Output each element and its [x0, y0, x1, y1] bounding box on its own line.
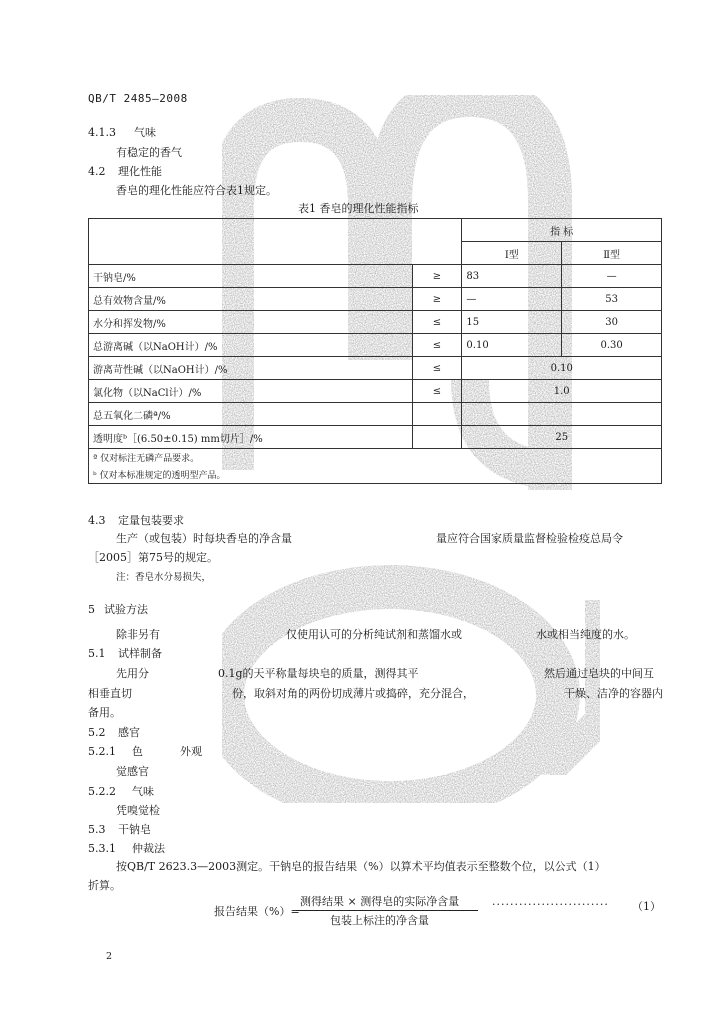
section-5-1-text-4: 相垂直切 — [88, 687, 132, 700]
section-5-1-number: 5.1 — [88, 647, 106, 660]
section-5-2-title: 感官 — [118, 726, 140, 739]
section-5-3-1-number: 5.3.1 — [88, 842, 116, 855]
row-item: 总游离碱（以NaOH计）/% — [89, 334, 413, 357]
row-sign: ≥ — [412, 288, 462, 311]
section-5-title: 试验方法 — [104, 603, 148, 616]
row-value-grade-1: — — [462, 288, 562, 311]
table-row — [89, 288, 662, 311]
section-5-1-text-7: 备用。 — [88, 706, 121, 719]
section-5-1-text-5: 份，取斜对角的两份切成薄片或捣碎，充分混合， — [232, 687, 474, 700]
table-row — [89, 357, 662, 380]
section-4-1-3-title: 气味 — [134, 126, 156, 139]
section-5-2-2-number: 5.2.2 — [88, 785, 116, 798]
col-header-grade-2: Ⅱ型 — [562, 242, 662, 265]
row-sign: ≥ — [412, 265, 462, 288]
section-5-number: 5 — [88, 603, 95, 616]
col-header-grade-1: Ⅰ型 — [462, 242, 562, 265]
row-item: 总五氧化二磷ª/% — [89, 403, 413, 426]
row-sign — [412, 426, 462, 449]
formula-numerator: 测得结果 × 测得皂的实际净含量 — [300, 895, 460, 908]
row-sign: ≤ — [412, 334, 462, 357]
row-sign: ≤ — [412, 357, 462, 380]
row-item: 游离苛性碱（以NaOH计）/% — [89, 357, 413, 380]
table-row — [89, 311, 662, 334]
row-value-merged: 0.10 — [462, 357, 662, 380]
section-4-1-3-text: 有稳定的香气 — [116, 146, 182, 159]
section-4-3-text-2: 量应符合国家质量监督检验检疫总局令 — [436, 532, 623, 545]
section-5-1-text-6: 干燥、洁净的容器内 — [564, 687, 663, 700]
table-note-row — [89, 449, 662, 467]
section-4-2-title: 理化性能 — [118, 165, 162, 178]
row-item: 透明度ᵇ［(6.50±0.15) mm切片］/% — [89, 426, 413, 449]
col-header-index: 指 标 — [462, 219, 662, 242]
row-value-grade-2: 53 — [562, 288, 662, 311]
row-value-grade-1: 83 — [462, 265, 562, 288]
table-row — [89, 380, 662, 403]
row-sign: ≤ — [412, 311, 462, 334]
row-value-merged: 1.0 — [462, 380, 662, 403]
section-4-3-title: 定量包装要求 — [118, 514, 184, 527]
section-5-2-1-title: 色 — [132, 745, 143, 758]
section-5-1-title: 试样制备 — [118, 647, 162, 660]
table-header-row — [89, 219, 662, 242]
standard-number: QB/T 2485—2008 — [88, 92, 188, 105]
row-value-merged: 25 — [462, 426, 662, 449]
table-row — [89, 265, 662, 288]
row-value-grade-2: 0.30 — [562, 334, 662, 357]
formula-number: （1） — [632, 900, 661, 913]
section-5-3-1-text-2: 折算。 — [88, 879, 121, 892]
table-caption: 表1 香皂的理化性能指标 — [298, 202, 419, 215]
table-row — [89, 334, 662, 357]
section-5-3-title: 干钠皂 — [118, 823, 151, 836]
row-sign — [412, 403, 462, 426]
section-4-2-number: 4.2 — [88, 165, 106, 178]
section-4-3-text-1: 生产（或包装）时每块香皂的净含量 — [116, 532, 292, 545]
section-5-text-2: 仅使用认可的分析纯试剂和蒸馏水或 — [286, 628, 462, 641]
section-5-1-text-2: 0.1g的天平称量每块皂的质量，测得其平 — [218, 667, 419, 680]
section-5-2-1-text: 觉感官 — [116, 765, 149, 778]
section-5-3-1-text-1: 按QB/T 2623.3—2003测定。干钠皂的报告结果（%）以算术平均值表示至整数个位，以公式（1） — [116, 860, 606, 873]
section-5-text-3: 水或相当纯度的水。 — [536, 628, 635, 641]
row-item: 干钠皂/% — [89, 265, 413, 288]
table-row — [89, 426, 662, 449]
row-item: 总有效物含量/% — [89, 288, 413, 311]
table-note-a: ª 仅对标注无磷产品要求。 — [89, 449, 662, 467]
section-5-1-text-1: 先用分 — [116, 667, 149, 680]
section-4-3-number: 4.3 — [88, 514, 106, 527]
row-value-grade-2: — — [562, 265, 662, 288]
spec-table — [88, 218, 662, 484]
section-5-3-number: 5.3 — [88, 823, 106, 836]
formula-fraction-bar — [296, 910, 478, 911]
section-4-3-note: 注：香皂水分易损失， — [116, 572, 212, 583]
section-5-2-1-title-2: 外观 — [180, 745, 202, 758]
table-row — [89, 403, 662, 426]
section-5-2-number: 5.2 — [88, 726, 106, 739]
row-sign: ≤ — [412, 380, 462, 403]
row-value-grade-2: 30 — [562, 311, 662, 334]
section-5-2-1-number: 5.2.1 — [88, 745, 116, 758]
row-item: 氯化物（以NaCl计）/% — [89, 380, 413, 403]
table-note-b: ᵇ 仅对本标准规定的透明型产品。 — [89, 466, 662, 484]
section-5-3-1-title: 仲裁法 — [132, 842, 165, 855]
page-number: 2 — [106, 951, 113, 962]
formula-label: 报告结果（%）= — [214, 905, 300, 918]
row-value-merged — [462, 403, 662, 426]
row-item: 水分和挥发物/% — [89, 311, 413, 334]
section-5-1-text-3: 然后通过皂块的中间互 — [544, 667, 654, 680]
row-value-grade-1: 0.10 — [462, 334, 562, 357]
section-4-2-text: 香皂的理化性能应符合表1规定。 — [116, 184, 277, 197]
table-note-row — [89, 466, 662, 484]
formula-denominator: 包装上标注的净含量 — [330, 914, 429, 927]
section-5-text: 除非另有 — [116, 628, 160, 641]
row-value-grade-1: 15 — [462, 311, 562, 334]
section-5-2-2-title: 气味 — [132, 785, 154, 798]
formula-leader-dots: ·························· — [492, 898, 609, 911]
section-5-2-2-text: 凭嗅觉检 — [116, 804, 160, 817]
section-4-1-3-number: 4.1.3 — [88, 126, 116, 139]
section-4-3-text-3: ［2005］第75号的规定。 — [88, 551, 218, 564]
